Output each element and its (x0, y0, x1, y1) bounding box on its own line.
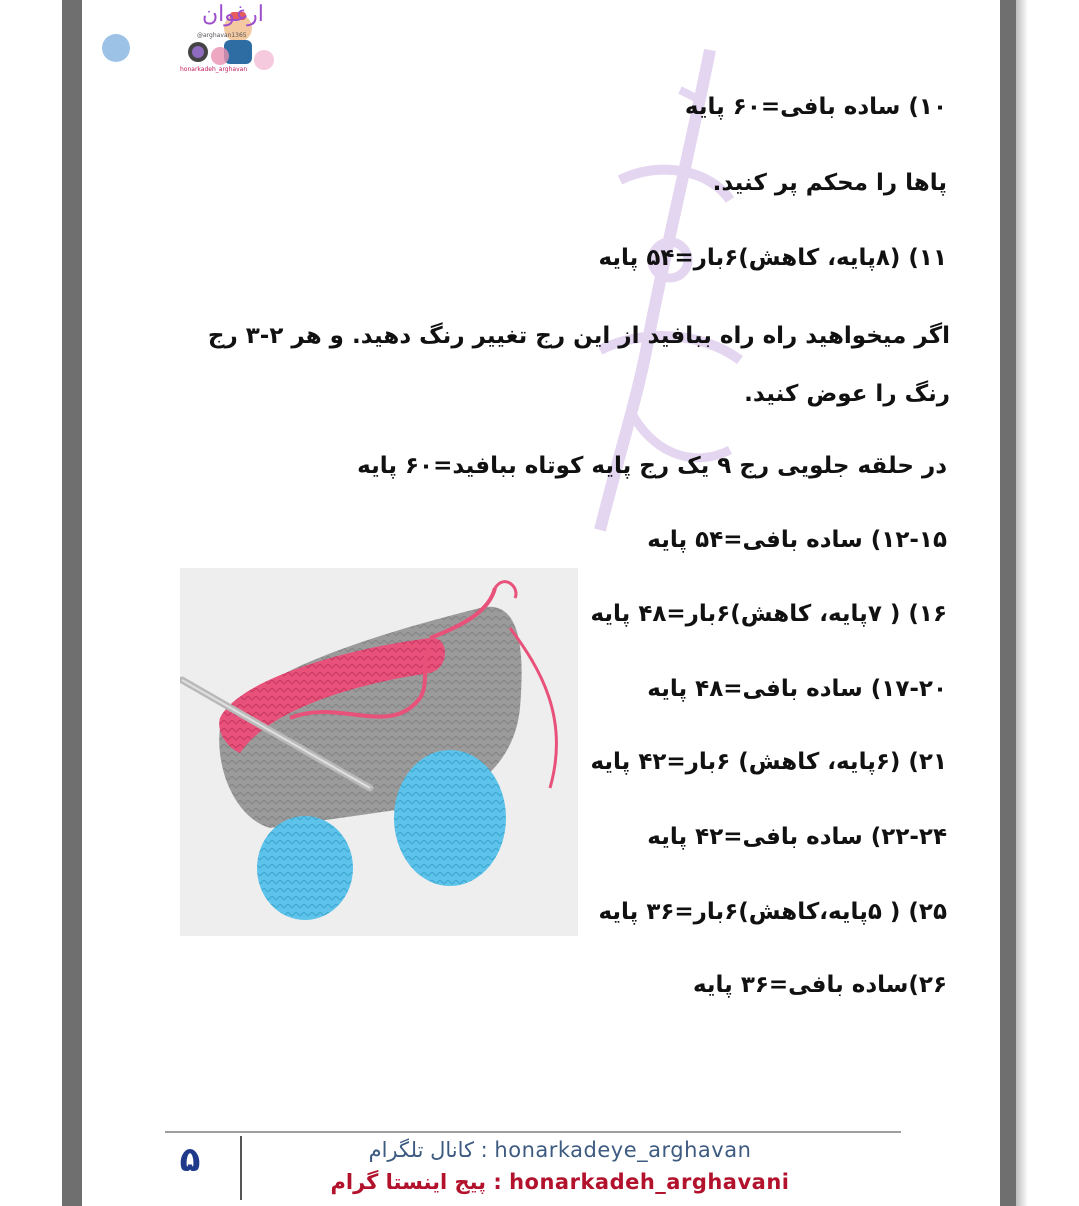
instruction-line-2: پاها را محکم پر کنید. (712, 170, 947, 196)
instruction-line-9: ۲۱) (۶پایه، کاهش) ۶بار=۴۲ پایه (590, 749, 947, 775)
footer-divider (240, 1136, 242, 1200)
logo-handle-bottom: honarkadeh_arghavan (180, 66, 248, 73)
footer-rule (165, 1131, 901, 1133)
instruction-line-8: ۱۷-۲۰) ساده بافی=۴۸ پایه (647, 676, 947, 702)
instruction-line-6: ۱۲-۱۵) ساده بافی=۵۴ پایه (647, 527, 947, 553)
brand-logo (92, 0, 282, 78)
logo-handle-top: @arghavan1365 (197, 32, 247, 39)
crochet-photo (180, 568, 578, 936)
instruction-line-5: در حلقه جلویی رج ۹ یک رج پایه کوتاه ببافید=۶۰ پایه (357, 453, 947, 479)
page-shadow (1016, 0, 1028, 1206)
instruction-line-10: ۲۲-۲۴) ساده بافی=۴۲ پایه (647, 824, 947, 850)
instruction-paragraph: اگر میخواهید راه راه ببافید از این رج تغییر رنگ دهید. و هر ۲-۳ رج رنگ را عوض کنید. (207, 323, 950, 407)
instagram-page: پیج اینستا گرام : honarkadeh_arghavani (330, 1170, 790, 1194)
instruction-line-7: ۱۶) ( ۷پایه، کاهش)۶بار=۴۸ پایه (590, 601, 947, 627)
instruction-line-11: ۲۵) ( ۵پایه،کاهش)۶بار=۳۶ پایه (598, 899, 947, 925)
instruction-line-1: ۱۰) ساده بافی=۶۰ پایه (684, 94, 947, 120)
page-frame-left (62, 0, 82, 1206)
telegram-channel: کانال تلگرام : honarkadeye_arghavan (368, 1138, 752, 1162)
page-frame-right (1000, 0, 1016, 1206)
logo-name: ارغوان (202, 2, 264, 27)
instruction-line-12: ۲۶)ساده بافی=۳۶ پایه (692, 972, 947, 998)
page-number: ۵ (179, 1140, 201, 1180)
instruction-line-3: ۱۱) (۸پایه، کاهش)۶بار=۵۴ پایه (598, 245, 947, 271)
